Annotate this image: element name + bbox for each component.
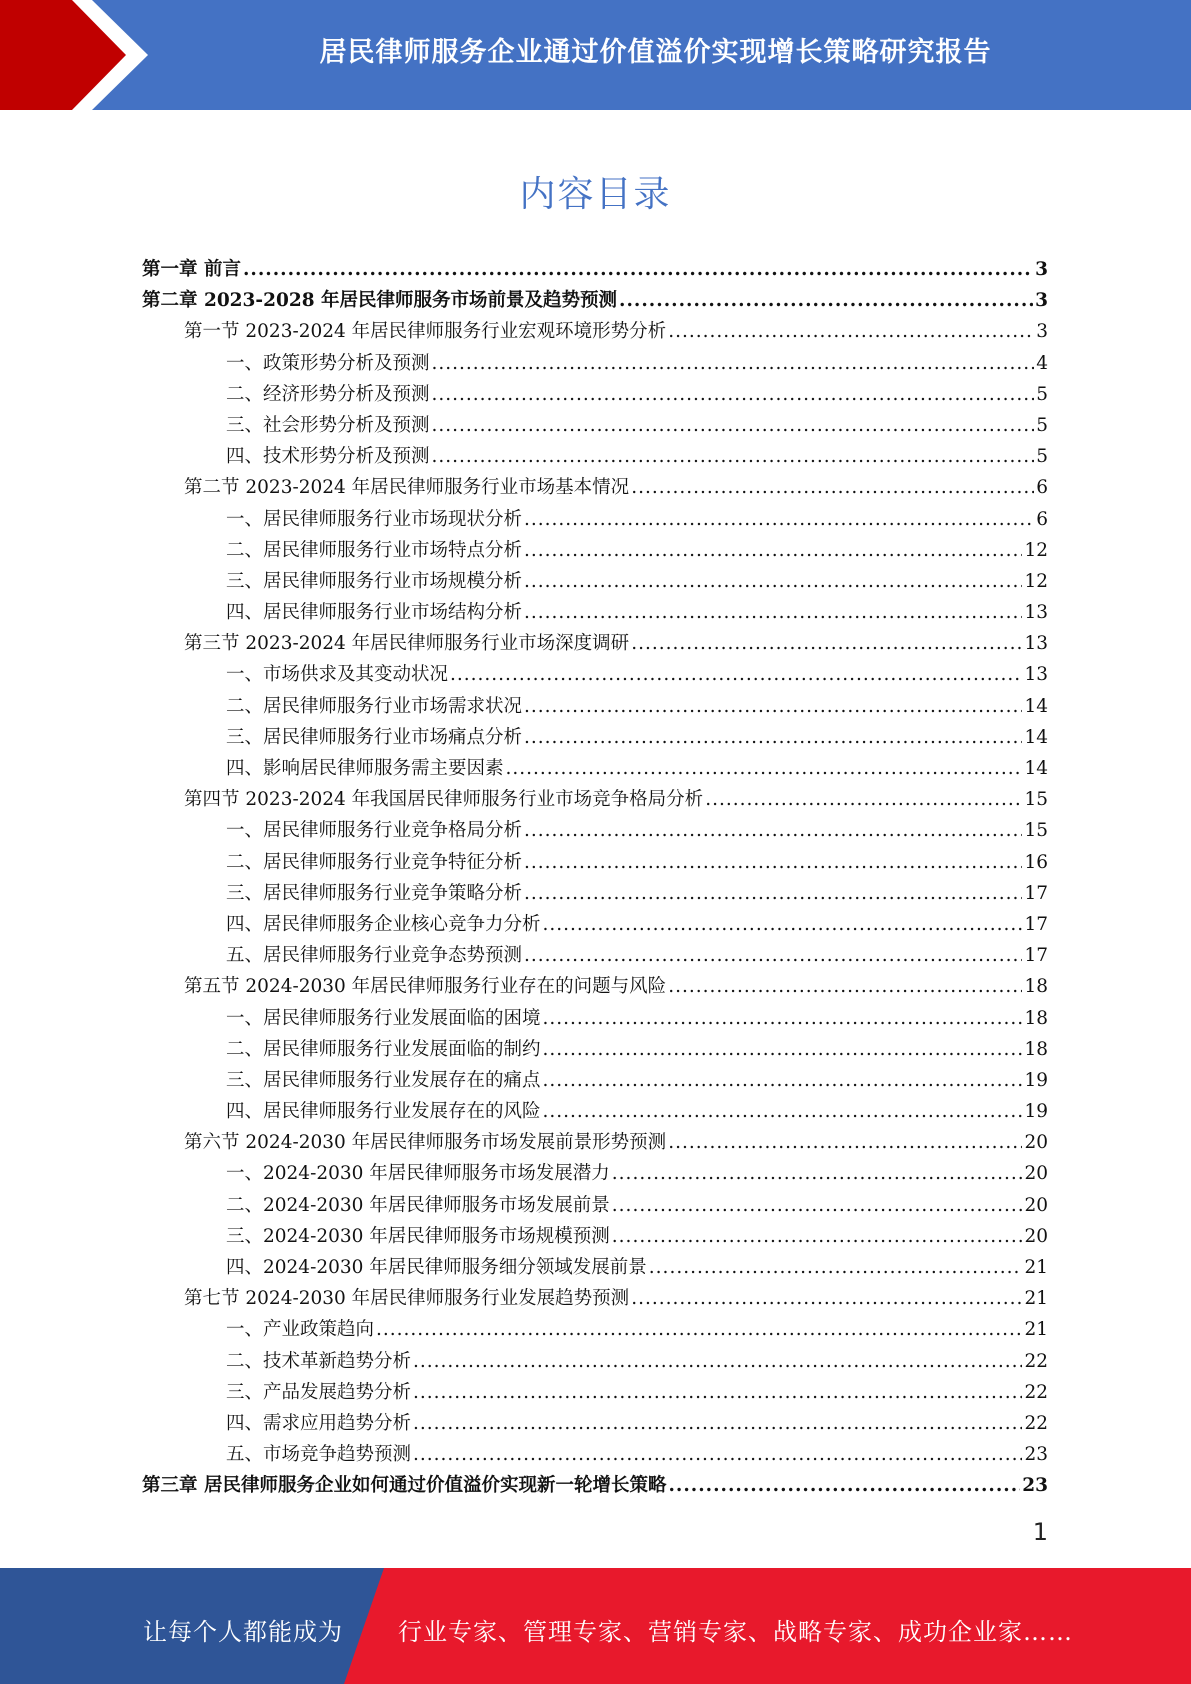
toc-entry-title: 四、影响居民律师服务需主要因素 [226, 758, 504, 779]
toc-entry[interactable] [142, 878, 1048, 909]
toc-entry-title: 一、居民律师服务行业市场现状分析 [226, 508, 523, 530]
toc-entry-page: 13 [1024, 633, 1048, 655]
toc-entry-title: 三、居民律师服务行业竞争策略分析 [226, 882, 523, 904]
toc-entry-title: 第三章 居民律师服务企业如何通过价值溢价实现新一轮增长策略 [142, 1475, 667, 1497]
toc-entry-title: 二、居民律师服务行业发展面临的制约 [226, 1038, 541, 1060]
toc-entry-title: 四、需求应用趋势分析 [226, 1412, 412, 1434]
toc-entry[interactable] [142, 1283, 1048, 1314]
toc-entry-page: 3 [1035, 290, 1048, 312]
toc-entry-page: 20 [1024, 1163, 1048, 1185]
toc-leader-dots [543, 909, 1023, 940]
toc-entry[interactable] [142, 1221, 1048, 1252]
toc-leader-dots [631, 628, 1022, 659]
toc-entry[interactable] [142, 1439, 1048, 1470]
toc-entry-title: 四、技术形势分析及预测 [226, 446, 430, 468]
toc-leader-dots [432, 348, 1035, 379]
toc-entry-title: 二、居民律师服务行业市场特点分析 [226, 539, 523, 561]
toc-entry-page: 15 [1024, 789, 1048, 811]
toc-entry[interactable] [142, 940, 1048, 971]
toc-leader-dots [524, 691, 1022, 722]
toc-entry-page: 12 [1024, 539, 1048, 561]
toc-entry[interactable] [142, 316, 1048, 347]
toc-entry-page: 14 [1024, 695, 1048, 717]
toc-entry[interactable] [142, 971, 1048, 1002]
toc-leader-dots [543, 1003, 1023, 1034]
toc-entry[interactable] [142, 1346, 1048, 1377]
toc-entry-title: 二、居民律师服务行业竞争特征分析 [226, 851, 523, 873]
toc-leader-dots [376, 1314, 1022, 1345]
toc-entry-page: 20 [1024, 1132, 1048, 1154]
toc-entry[interactable] [142, 1065, 1048, 1096]
toc-entry[interactable] [142, 1003, 1048, 1034]
toc-entry[interactable] [142, 1096, 1048, 1127]
toc-entry[interactable] [142, 379, 1048, 410]
toc-entry[interactable] [142, 909, 1048, 940]
toc-entry[interactable] [142, 566, 1048, 597]
toc-entry-page: 14 [1024, 758, 1048, 779]
toc-leader-dots [432, 379, 1035, 410]
toc-leader-dots [612, 1190, 1023, 1221]
toc-entry-page: 20 [1024, 1194, 1048, 1216]
toc-entry-page: 3 [1036, 321, 1048, 343]
toc-leader-dots [524, 504, 1034, 535]
footer-slogan-right: 行业专家、管理专家、营销专家、战略专家、成功企业家…… [398, 1618, 1073, 1646]
toc-entry-page: 21 [1024, 1288, 1048, 1310]
toc-heading: 内容目录 [519, 174, 672, 215]
toc-leader-dots [524, 597, 1022, 628]
toc-entry-page: 18 [1024, 1038, 1048, 1060]
toc-entry-title: 二、经济形势分析及预测 [226, 383, 430, 405]
toc-leader-dots [543, 1096, 1023, 1127]
toc-leader-dots [631, 1283, 1022, 1314]
toc-entry[interactable] [142, 254, 1048, 285]
toc-leader-dots [450, 659, 1022, 690]
toc-entry[interactable] [142, 628, 1048, 659]
toc-leader-dots [432, 410, 1035, 441]
report-title: 居民律师服务企业通过价值溢价实现增长策略研究报告 [319, 37, 992, 68]
toc-entry-page: 5 [1036, 446, 1048, 468]
toc-entry-title: 三、居民律师服务行业市场痛点分析 [226, 726, 523, 748]
toc-leader-dots [668, 1470, 1020, 1501]
toc-entry[interactable] [142, 691, 1048, 722]
toc-entry-page: 19 [1024, 1101, 1048, 1123]
toc-entry-title: 四、居民律师服务企业核心竞争力分析 [226, 913, 541, 935]
toc-entry-page: 6 [1036, 508, 1048, 530]
toc-leader-dots [543, 1034, 1023, 1065]
toc-leader-dots [619, 285, 1033, 316]
toc-entry[interactable] [142, 597, 1048, 628]
toc-entry-title: 三、2024-2030 年居民律师服务市场规模预测 [226, 1225, 610, 1247]
toc-entry-title: 一、居民律师服务行业竞争格局分析 [226, 820, 523, 842]
toc-leader-dots [631, 472, 1034, 503]
toc-entry[interactable] [142, 659, 1048, 690]
toc-leader-dots [413, 1377, 1022, 1408]
toc-entry-page: 21 [1024, 1319, 1048, 1341]
toc-entry-page: 12 [1024, 570, 1048, 592]
toc-entry-page: 5 [1036, 383, 1048, 405]
toc-entry[interactable] [142, 1158, 1048, 1189]
toc-leader-dots [413, 1439, 1022, 1470]
footer-banner [0, 1568, 1191, 1684]
toc-entry-title: 第三节 2023-2024 年居民律师服务行业市场深度调研 [184, 633, 630, 655]
toc-leader-dots [524, 815, 1022, 846]
toc-entry[interactable] [142, 1034, 1048, 1065]
toc-leader-dots [524, 535, 1022, 566]
toc-leader-dots [668, 316, 1034, 347]
toc-entry-title: 三、居民律师服务行业市场规模分析 [226, 570, 523, 592]
toc-entry-title: 二、居民律师服务行业市场需求状况 [226, 695, 523, 717]
toc-entry[interactable] [142, 847, 1048, 878]
toc-leader-dots [668, 1127, 1022, 1158]
toc-entry-page: 17 [1024, 913, 1048, 935]
toc-entry[interactable] [142, 1127, 1048, 1158]
page-number: 1 [1032, 1518, 1048, 1546]
toc-entry[interactable] [142, 1314, 1048, 1345]
toc-entry[interactable] [142, 348, 1048, 379]
toc-entry-title: 第四节 2023-2024 年我国居民律师服务行业市场竞争格局分析 [184, 789, 704, 811]
toc-entry[interactable] [142, 504, 1048, 535]
toc-entry-page: 13 [1024, 664, 1048, 686]
toc-leader-dots [668, 971, 1022, 1002]
toc-entry-page: 22 [1024, 1381, 1048, 1403]
toc-entry-title: 五、居民律师服务行业竞争态势预测 [226, 945, 523, 967]
toc-entry-title: 第一节 2023-2024 年居民律师服务行业宏观环境形势分析 [184, 321, 667, 343]
toc-entry-page: 3 [1035, 259, 1048, 280]
toc-entry[interactable] [142, 1377, 1048, 1408]
toc-entry-title: 四、2024-2030 年居民律师服务细分领域发展前景 [226, 1257, 647, 1278]
toc-leader-dots [243, 254, 1033, 285]
toc-entry[interactable] [142, 472, 1048, 503]
toc-leader-dots [524, 940, 1022, 971]
toc-entry-page: 15 [1024, 820, 1048, 842]
toc-entry[interactable] [142, 1408, 1048, 1439]
toc-leader-dots [649, 1252, 1023, 1283]
toc-leader-dots [506, 753, 1023, 784]
toc-entry[interactable] [142, 535, 1048, 566]
toc-entry[interactable] [142, 410, 1048, 441]
toc-entry[interactable] [142, 784, 1048, 815]
toc-leader-dots [413, 1408, 1022, 1439]
toc-entry-page: 23 [1022, 1475, 1048, 1497]
toc-entry-title: 第六节 2024-2030 年居民律师服务市场发展前景形势预测 [184, 1132, 667, 1154]
toc-leader-dots [612, 1221, 1023, 1252]
header-banner [0, 0, 1191, 110]
toc-entry[interactable] [142, 1252, 1048, 1283]
toc-entry-page: 16 [1024, 851, 1048, 873]
toc-leader-dots [524, 878, 1022, 909]
toc-entry-page: 23 [1024, 1444, 1048, 1466]
toc-leader-dots [524, 847, 1022, 878]
toc-leader-dots [524, 722, 1022, 753]
toc-entry-title: 第二节 2023-2024 年居民律师服务行业市场基本情况 [184, 477, 630, 499]
toc-leader-dots [705, 784, 1022, 815]
toc-entry-title: 四、居民律师服务行业发展存在的风险 [226, 1101, 541, 1123]
toc-entry-title: 一、政策形势分析及预测 [226, 352, 430, 374]
toc-entry-page: 22 [1024, 1412, 1048, 1434]
toc-entry[interactable] [142, 285, 1048, 316]
toc-entry-page: 17 [1024, 945, 1048, 967]
toc-entry-page: 4 [1036, 352, 1048, 374]
toc-entry-page: 22 [1024, 1350, 1048, 1372]
toc-entry-page: 20 [1024, 1225, 1048, 1247]
toc-entry-title: 一、市场供求及其变动状况 [226, 664, 449, 686]
toc-entry-title: 三、产品发展趋势分析 [226, 1381, 412, 1403]
toc-entry-page: 5 [1036, 414, 1048, 436]
toc-entry[interactable] [142, 1470, 1048, 1501]
toc-leader-dots [543, 1065, 1023, 1096]
table-of-contents [142, 254, 1048, 1502]
toc-entry-title: 二、技术革新趋势分析 [226, 1350, 412, 1372]
toc-entry-page: 21 [1024, 1257, 1048, 1278]
toc-leader-dots [524, 566, 1022, 597]
header-arrow-decoration [0, 0, 160, 110]
toc-entry-title: 第一章 前言 [142, 259, 241, 280]
toc-entry-title: 一、2024-2030 年居民律师服务市场发展潜力 [226, 1163, 610, 1185]
toc-entry-title: 第二章 2023-2028 年居民律师服务市场前景及趋势预测 [142, 290, 618, 312]
toc-entry-page: 19 [1024, 1069, 1048, 1091]
toc-entry-title: 第七节 2024-2030 年居民律师服务行业发展趋势预测 [184, 1288, 630, 1310]
toc-entry-page: 17 [1024, 882, 1048, 904]
toc-entry-title: 二、2024-2030 年居民律师服务市场发展前景 [226, 1194, 610, 1216]
toc-entry-page: 18 [1024, 976, 1048, 998]
toc-leader-dots [612, 1158, 1023, 1189]
toc-entry-title: 一、产业政策趋向 [226, 1319, 375, 1341]
toc-entry[interactable] [142, 1190, 1048, 1221]
toc-entry[interactable] [142, 441, 1048, 472]
toc-entry-title: 四、居民律师服务行业市场结构分析 [226, 602, 523, 624]
toc-leader-dots [432, 441, 1035, 472]
toc-entry-title: 五、市场竞争趋势预测 [226, 1444, 412, 1466]
toc-entry-title: 第五节 2024-2030 年居民律师服务行业存在的问题与风险 [184, 976, 667, 998]
toc-entry[interactable] [142, 722, 1048, 753]
footer-slogan-left: 让每个人都能成为 [143, 1618, 343, 1646]
toc-entry-title: 一、居民律师服务行业发展面临的困境 [226, 1007, 541, 1029]
toc-entry-page: 6 [1036, 477, 1048, 499]
toc-entry-title: 三、居民律师服务行业发展存在的痛点 [226, 1069, 541, 1091]
toc-entry-page: 18 [1024, 1007, 1048, 1029]
toc-leader-dots [413, 1346, 1022, 1377]
toc-entry-page: 14 [1024, 726, 1048, 748]
toc-entry-page: 13 [1024, 602, 1048, 624]
toc-entry-title: 三、社会形势分析及预测 [226, 414, 430, 436]
toc-entry[interactable] [142, 815, 1048, 846]
toc-entry[interactable] [142, 753, 1048, 784]
